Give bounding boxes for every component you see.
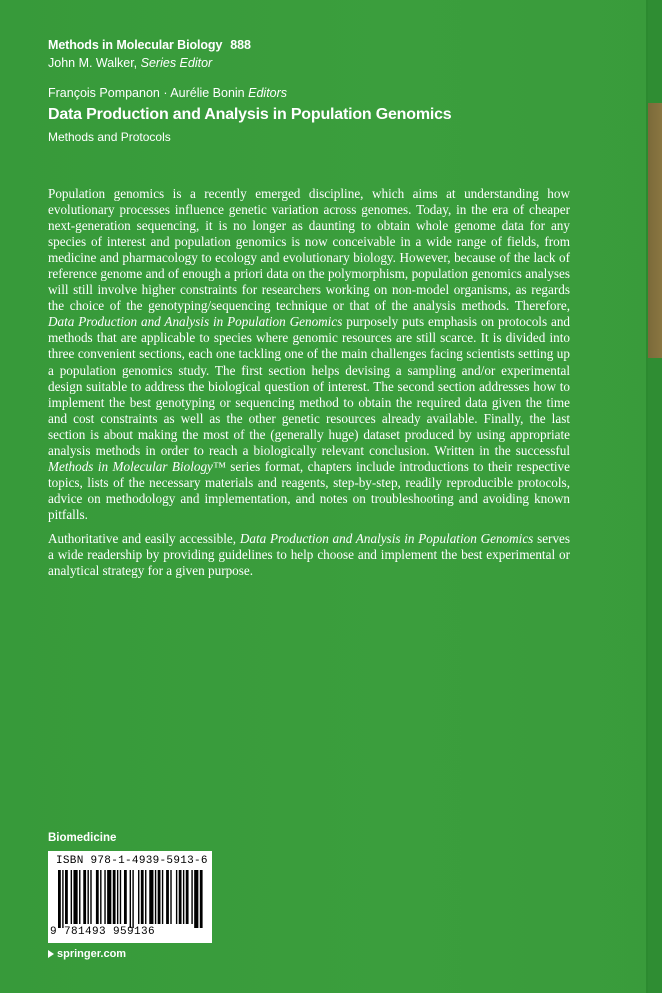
barcode-bar [149, 870, 153, 924]
subject-category: Biomedicine [48, 832, 117, 844]
barcode-bar [145, 870, 146, 924]
spine-brown-band [648, 103, 662, 358]
barcode-bar [73, 870, 77, 924]
barcode-bar [194, 870, 198, 928]
barcode-bar [130, 870, 131, 928]
barcode-bar [191, 870, 192, 924]
series-editor [48, 56, 212, 70]
description-series-name: Methods in Molecular Biology™ [48, 458, 226, 474]
website-label: springer.com [57, 948, 127, 960]
description-text: purposely puts emphasis on protocols and methods that are applicable to species where genomic resources are still scarce. It is divided into three convenient sections, each one tackling one of the main challenges facing scientists setting up a population genomics study. The first section helps devising a sampling and/or experimental design suitable to address the biological question of interest. The second section addresses how to implement the best genotyping or sequencing method to obtain the required data given the time and cost constraints as well as the other genetic resources already available. Finally, the last section is about making the most of the (generally huge) dataset produced by using appropriate analysis methods in order to reach a biologically relevant conclusion. Written in the successful [48, 314, 571, 458]
barcode-bar [96, 870, 99, 924]
barcode-bar [65, 870, 68, 924]
barcode-bar [71, 870, 72, 924]
barcode-bar [141, 870, 144, 924]
barcode-bar [120, 870, 121, 924]
barcode-bar [200, 870, 203, 928]
description-book-title: Data Production and Analysis in Population Genomics [48, 314, 343, 330]
book-subtitle: Methods and Protocols [48, 130, 171, 144]
barcode-bar [117, 870, 118, 924]
barcode-bar [158, 870, 161, 924]
barcode-bars [58, 870, 204, 928]
barcode-bar [83, 870, 86, 924]
description-text: Population genomics is a recently emerged discipline, which aims at understanding how evolutionary processes influence genetic variation across genomes. Today, in the era of cheaper next-generation sequencing, it is no longer as daunting to obtain whole genome data for any species of interest and population genomics is now conceivable in a wide range of fields, from medicine and pharmacology to ecology and evolutionary biology. However, because of the lack of reference genome and of enough a priori data on the polymorphism, population genomics analyses will still involve higher constraints for researchers working on non-model organisms, as regards the choice of the genotyping/sequencing technique or that of the analysis methods. Therefore, [48, 186, 570, 314]
editor-names: François Pompanon · Aurélie Bonin [48, 86, 245, 100]
series-name: Methods in Molecular Biology [48, 38, 223, 52]
publisher-website[interactable] [48, 948, 126, 960]
series-editor-role: Series Editor [140, 56, 213, 70]
barcode-bar [62, 870, 63, 928]
book-editors [48, 86, 287, 100]
description-text: serves a wide readership by providing guidelines to help choose and implement the best experimental or analytical strategy for a given purpose. [48, 530, 571, 579]
book-description [48, 186, 570, 587]
barcode-digits: 9 781493 959136 [50, 926, 156, 938]
barcode-bar [176, 870, 177, 924]
barcode-bar [186, 870, 189, 924]
barcode-bar [87, 870, 88, 924]
barcode-bar [113, 870, 116, 924]
isbn-barcode [48, 851, 212, 943]
series-editor-name: John M. Walker, [48, 56, 138, 70]
barcode-bar [170, 870, 171, 924]
arrow-right-icon [48, 950, 54, 958]
barcode-bar [166, 870, 169, 924]
description-paragraph-1 [48, 186, 570, 523]
book-title: Data Production and Analysis in Population Genomics [48, 106, 452, 123]
barcode-bar [100, 870, 101, 924]
description-text: Authoritative and easily accessible, [48, 530, 237, 546]
series-number: 888 [230, 38, 251, 52]
series-heading [48, 38, 251, 52]
barcode-bar [58, 870, 61, 928]
isbn-label: ISBN 978-1-4939-5913-6 [56, 855, 208, 867]
barcode-bar [155, 870, 156, 924]
barcode-bar [104, 870, 105, 924]
barcode-bar [138, 870, 139, 924]
barcode-bar [79, 870, 80, 924]
editor-role: Editors [248, 86, 288, 100]
barcode-bar [132, 870, 133, 928]
barcode-bar [179, 870, 182, 924]
barcode-bar [124, 870, 127, 924]
barcode-bar [162, 870, 163, 924]
barcode-bar [90, 870, 91, 924]
description-paragraph-2 [48, 531, 570, 579]
barcode-bar [183, 870, 184, 924]
barcode-bar [107, 870, 111, 924]
spine-strip [648, 0, 662, 993]
description-text: series format, chapters include introductions to their respective topics, lists of the necessary materials and reagents, step-by-step, readily reproducible protocols, advice on methodology and implementation, and notes on troubleshooting and avoiding known pitfalls. [48, 458, 570, 522]
description-book-title: Data Production and Analysis in Population Genomics [239, 530, 534, 546]
